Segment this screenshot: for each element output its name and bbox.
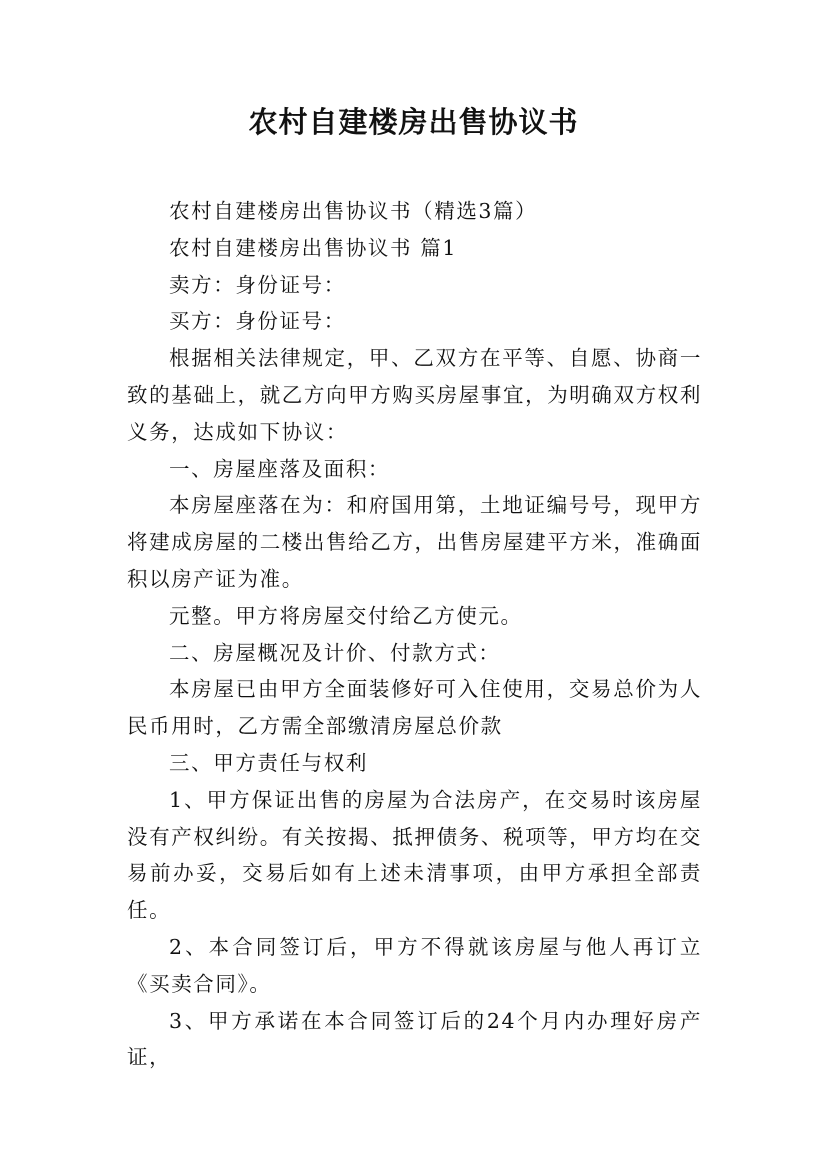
paragraph-payment-note: 元整。甲方将房屋交付给乙方使元。 bbox=[169, 603, 523, 628]
paragraph-clause-1-heading: 一、房屋座落及面积： bbox=[169, 456, 391, 481]
paragraph-clause-3-item-1: 1、甲方保证出售的房屋为合法房产，在交易时该房屋没有产权纠纷。有关按揭、抵押债务、税项等，甲方均在交易前办妥，交易后如有上述未清事项，由甲方承担全部责任。 bbox=[127, 787, 702, 923]
paragraph-clause-3-item-3: 3、甲方承诺在本合同签订后的24个月内办理好房产证， bbox=[127, 1008, 702, 1070]
document-title: 农村自建楼房出售协议书 bbox=[248, 105, 579, 139]
paragraph-buyer: 买方：身份证号： bbox=[169, 309, 346, 334]
paragraph-clause-1-body: 本房屋座落在为：和府国用第，土地证编号号，现甲方将建成房屋的二楼出售给乙方，出售房屋建平方米，准确面积以房产证为准。 bbox=[127, 493, 702, 591]
paragraph-clause-3-item-2: 2、本合同签订后，甲方不得就该房屋与他人再订立《买卖合同》。 bbox=[127, 934, 702, 996]
paragraph-subtitle: 农村自建楼房出售协议书（精选3篇） bbox=[169, 199, 538, 223]
document-body bbox=[127, 193, 702, 1076]
paragraph-clause-3-heading: 三、甲方责任与权利 bbox=[169, 750, 368, 775]
paragraph-clause-2-body: 本房屋已由甲方全面装修好可入住使用，交易总价为人民币用时，乙方需全部缴清房屋总价款 bbox=[127, 677, 702, 739]
paragraph-seller: 卖方：身份证号： bbox=[169, 272, 346, 297]
paragraph-clause-2-heading: 二、房屋概况及计价、付款方式： bbox=[169, 640, 501, 665]
paragraph-section-heading: 农村自建楼房出售协议书 篇1 bbox=[169, 235, 457, 260]
paragraph-preamble: 根据相关法律规定，甲、乙双方在平等、自愿、协商一致的基础上，就乙方向甲方购买房屋事宜，为明确双方权利义务，达成如下协议： bbox=[127, 346, 702, 444]
